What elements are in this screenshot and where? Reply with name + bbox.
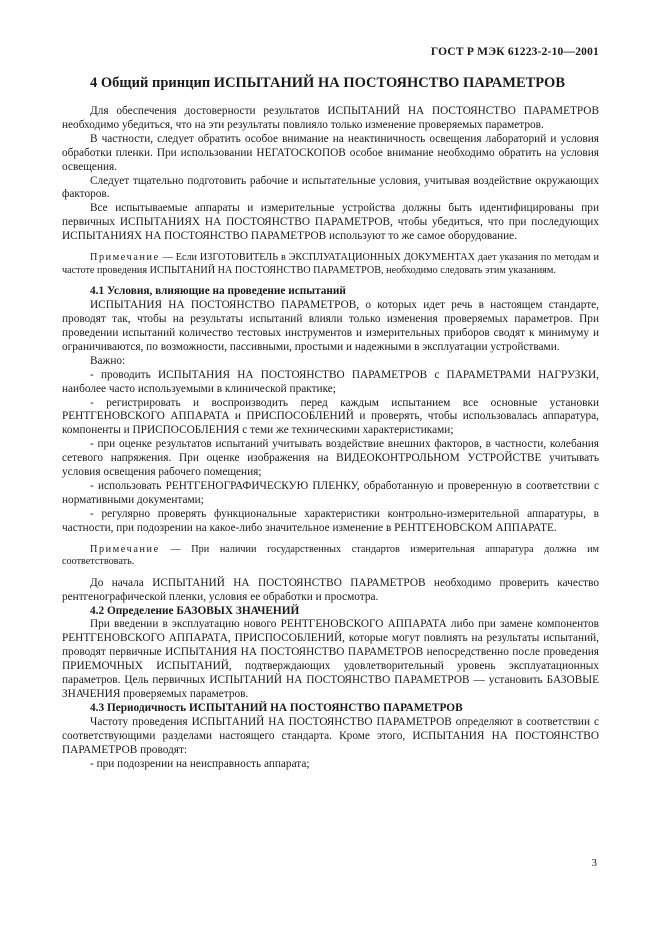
important-label: Важно: [90,354,126,367]
page-number: 3 [591,857,597,869]
subsection-title-4-1: 4.1 Условия, влияющие на проведение испытаний [90,285,346,298]
list-item: - проводить ИСПЫТАНИЯ НА ПОСТОЯНСТВО ПАРАМЕТРОВ с ПАРАМЕТРАМИ НАГРУЗКИ, наиболее часто используемыми в клинической практике; [62,368,599,395]
note-2 [62,544,599,569]
note-1 [62,252,599,277]
note-text: — При наличии государственных стандартов измерительная аппаратура должна им соответствовать. [62,543,599,568]
subsection-title-4-2: 4.2 Определение БАЗОВЫХ ЗНАЧЕНИЙ [90,604,300,617]
intro-paragraph: Все испытываемые аппараты и измерительные устройства должны быть идентифицированы при первичных ИСПЫТАНИЯХ НА ПОСТОЯНСТВО ПАРАМЕТРОВ, чтобы убедиться, что при последующих ИСПЫТАНИЯХ НА ПОСТОЯНСТВО ПАРАМЕТРОВ используют то же самое оборудование. [62,202,599,243]
list-item: - при оценке результатов испытаний учитывать воздействие внешних факторов, в частности, колебания сетевого напряжения. При оценке изображения на ВИДЕОКОНТРОЛЬНОМ УСТРОЙСТВЕ учитывать условия освещения рабочего помещения; [62,438,599,479]
list-item: - регулярно проверять функциональные характеристики контрольно-измерительной аппаратуры, в частности, при подозрении на какое-либо значительное изменение в РЕНТГЕНОВСКОМ АППАРАТЕ. [62,507,599,534]
list-item: - регистрировать и воспроизводить перед каждым испытанием все основные установки РЕНТГЕНОВСКОГО АППАРАТА и ПРИСПОСОБЛЕНИЙ и проверять, чтобы использовалась аппаратура, компоненты и ПРИСПОСОБЛЕНИЯ с теми же техническими характеристиками; [62,396,599,437]
list-item: - использовать РЕНТГЕНОГРАФИЧЕСКУЮ ПЛЕНКУ, обработанную и проверенную в соответствии с нормативными документами; [62,479,599,506]
intro-paragraph: В частности, следует обратить особое внимание на неактиничность освещения лабораторий и условия обработки пленки. При использовании НЕГАТОСКОПОВ особое внимание необходимо обратить на условия освещения. [62,132,599,173]
subsection-title-4-3: 4.3 Периодичность ИСПЫТАНИЙ НА ПОСТОЯНСТВО ПАРАМЕТРОВ [90,701,463,714]
document-code: ГОСТ Р МЭК 61223-2-10—2001 [430,46,599,58]
paragraph-after-note: До начала ИСПЫТАНИЙ НА ПОСТОЯНСТВО ПАРАМЕТРОВ необходимо проверить качество рентгенографической пленки, условия ее обработки и просмотра. [62,576,599,603]
page-body [62,105,599,771]
paragraph-4-2: При введении в эксплуатацию нового РЕНТГЕНОВСКОГО АППАРАТА либо при замене компонентов РЕНТГЕНОВСКОГО АППАРАТА, ПРИСПОСОБЛЕНИЙ, которые могут повлиять на результаты испытаний, проводят первичные ИСПЫТАНИЯ НА ПОСТОЯНСТВО ПАРАМЕТРОВ непосредственно после проведения ПРИЕМОЧНЫХ ИСПЫТАНИЙ, подтверждающих удовлетворительный уровень эксплуатационных параметров. Цель первичных ИСПЫТАНИЙ НА ПОСТОЯНСТВО ПАРАМЕТРОВ — установить БАЗОВЫЕ ЗНАЧЕНИЯ проверяемых параметров. [62,618,599,700]
note-label: Примечание [90,543,160,555]
paragraph-4-3: Частоту проведения ИСПЫТАНИЙ НА ПОСТОЯНСТВО ПАРАМЕТРОВ определяют в соответствии с соответствующими разделами настоящего стандарта. Кроме этого, ИСПЫТАНИЯ НА ПОСТОЯНСТВО ПАРАМЕТРОВ проводят: [62,715,599,756]
paragraph-4-1: ИСПЫТАНИЯ НА ПОСТОЯНСТВО ПАРАМЕТРОВ, о которых идет речь в настоящем стандарте, проводят так, чтобы на результаты испытаний влияли только изменения проверяемых параметров. При проведении испытаний количество тестовых инструментов и измерительных приборов сводят к минимуму и ограничиваются, по возможности, пассивными, простыми и надежными в эксплуатации устройствами. [62,299,599,353]
list-item: - при подозрении на неисправность аппарата; [90,757,310,770]
note-label: Примечание [90,252,160,264]
intro-paragraph: Для обеспечения достоверности результатов ИСПЫТАНИЙ НА ПОСТОЯНСТВО ПАРАМЕТРОВ необходимо убедиться, что на эти результаты повлияло только изменение проверяемых параметров. [62,105,599,131]
intro-paragraph: Следует тщательно подготовить рабочие и испытательные условия, учитывая воздействие окружающих факторов. [62,174,599,201]
note-text: — Если ИЗГОТОВИТЕЛЬ в ЭКСПЛУАТАЦИОННЫХ ДОКУМЕНТАХ дает указания по методам и частоте проведения ИСПЫТАНИЙ НА ПОСТОЯНСТВО ПАРАМЕТРОВ, необходимо следовать этим указаниям. [62,252,599,276]
section-title: 4 Общий принцип ИСПЫТАНИЙ НА ПОСТОЯНСТВО ПАРАМЕТРОВ [90,75,566,91]
